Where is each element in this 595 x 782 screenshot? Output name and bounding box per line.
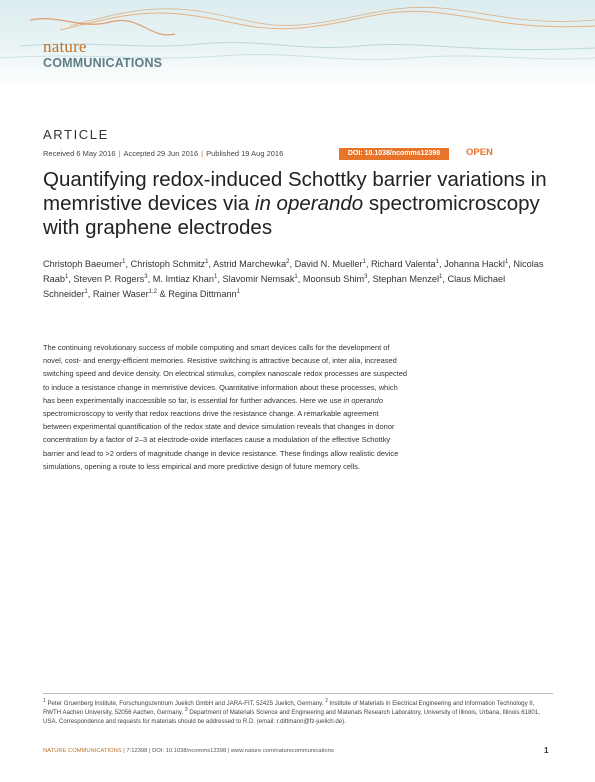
abstract bbox=[43, 341, 408, 473]
author-affiliation-marker: 1 bbox=[236, 288, 241, 295]
doi-badge[interactable]: DOI: 10.1038/ncomms12398 bbox=[339, 148, 449, 160]
published-date: Published 19 Aug 2016 bbox=[206, 149, 284, 158]
author-separator: , bbox=[508, 259, 514, 269]
logo-communications-text: COMMUNICATIONS bbox=[43, 56, 163, 70]
author-name[interactable]: Nicolas Raab bbox=[43, 259, 544, 284]
affiliation-marker: 2 bbox=[325, 697, 328, 704]
page-number: 1 bbox=[544, 746, 549, 755]
date-separator: | bbox=[201, 149, 204, 158]
abstract-text: The continuing revolutionary success of mobile computing and smart devices calls for the development of novel, cost- and energy-efficient memories. Resistive switching is attractive because of, inter alia, increased switching speed and device density. On electrical stimulus, complex nanoscale redox processes are suspected to induce a resistance change in memristive devices. Quantitative information about these processes, which has been experimentally inaccessible so far, is essential for further advances. Here we use bbox=[43, 343, 408, 405]
author-affiliation-marker: 1 bbox=[64, 273, 69, 280]
author-affiliation-marker: 1 bbox=[435, 258, 439, 265]
article-type-label: ARTICLE bbox=[43, 127, 109, 142]
author-separator: , bbox=[297, 274, 303, 284]
author-name[interactable]: Christoph Baeumer bbox=[43, 259, 123, 269]
abstract-italic-text: in operando bbox=[343, 395, 383, 405]
author-affiliation-marker: 2 bbox=[286, 258, 290, 265]
author-separator: , bbox=[442, 274, 448, 284]
author-separator: , bbox=[289, 259, 295, 269]
footer-journal-name: NATURE COMMUNICATIONS bbox=[43, 748, 122, 754]
open-access-badge: OPEN bbox=[466, 147, 493, 158]
title-text: Quantifying redox-induced Schottky barrier variations in memristive devices via bbox=[43, 168, 547, 215]
author-separator: , bbox=[438, 259, 445, 269]
author-separator: , bbox=[87, 289, 93, 299]
logo-nature-text: nature bbox=[43, 37, 87, 56]
author-name[interactable]: Moonsub Shim bbox=[302, 274, 365, 284]
journal-header-band bbox=[0, 0, 595, 88]
author-affiliation-marker: 1 bbox=[205, 258, 209, 265]
author-separator: , bbox=[365, 259, 371, 269]
author-name[interactable]: Stephan Menzel bbox=[372, 274, 440, 284]
author-affiliation-marker: 1 bbox=[213, 273, 218, 280]
affiliation-text: Department of Materials Science and Engineering and Materials Research Laboratory, University of Illinois, Urbana, Illinois 61801, USA. Correspondence and requests for materials should be addressed to R.D. (email: r.dittmann@fz-juelich.de). bbox=[43, 709, 540, 725]
author-affiliation-marker: 1 bbox=[294, 273, 298, 280]
accepted-date: Accepted 29 Jun 2016 bbox=[123, 149, 199, 158]
author-name[interactable]: Astrid Marchewka bbox=[213, 259, 287, 269]
author-separator: , bbox=[68, 274, 74, 284]
title-italic-text: in operando bbox=[254, 192, 364, 215]
author-name[interactable]: Slavomir Nemsak bbox=[222, 274, 295, 284]
author-affiliation-marker: 3 bbox=[144, 273, 148, 280]
author-name[interactable]: Claus Michael Schneider bbox=[43, 274, 506, 299]
affiliation-text: Institute of Materials in Electrical Engineering and Information Technology II, RWTH Aachen University, 52056 Aachen, Germany. bbox=[43, 700, 535, 716]
author-name[interactable]: Steven P. Rogers bbox=[73, 274, 145, 284]
affiliations-divider bbox=[43, 693, 553, 694]
author-name[interactable]: Regina Dittmann bbox=[168, 289, 237, 299]
journal-logo[interactable] bbox=[43, 38, 162, 70]
author-name[interactable]: Rainer Waser bbox=[92, 289, 149, 299]
author-separator: , bbox=[125, 259, 131, 269]
author-affiliation-marker: 1 bbox=[504, 258, 509, 265]
article-dates bbox=[43, 149, 283, 158]
author-affiliation-marker: 1 bbox=[439, 273, 443, 280]
affiliation-marker: 3 bbox=[184, 706, 188, 713]
title-text: spectromicroscopy with graphene electrodes bbox=[43, 192, 540, 239]
author-name[interactable]: M. Imtiaz Khan bbox=[152, 274, 214, 284]
date-separator: | bbox=[118, 149, 121, 158]
article-title bbox=[43, 168, 563, 240]
affiliation-marker: 1 bbox=[43, 697, 46, 704]
author-affiliation-marker: 3 bbox=[364, 273, 368, 280]
author-affiliation-marker: 1 bbox=[362, 258, 366, 265]
received-date: Received 6 May 2016 bbox=[43, 149, 116, 158]
author-separator: , bbox=[147, 274, 153, 284]
author-affiliation-marker: 1,2 bbox=[148, 288, 157, 295]
author-name[interactable]: David N. Mueller bbox=[294, 259, 363, 269]
affiliation-text: Peter Gruenberg Institute, Forschungszentrum Juelich GmbH and JARA-FIT, 52425 Juelich, Germany. bbox=[45, 700, 326, 707]
author-list bbox=[43, 257, 553, 302]
page-footer bbox=[43, 748, 334, 754]
author-name[interactable]: Christoph Schmitz bbox=[130, 259, 206, 269]
author-separator: , bbox=[217, 274, 223, 284]
author-separator: , bbox=[367, 274, 373, 284]
author-name[interactable]: Johanna Hackl bbox=[444, 259, 505, 269]
footer-citation[interactable]: | 7:12398 | DOI: 10.1038/ncomms12398 | www.nature.com/naturecommunications bbox=[121, 748, 334, 754]
affiliations bbox=[43, 699, 553, 726]
author-affiliation-marker: 1 bbox=[122, 258, 126, 265]
author-affiliation-marker: 1 bbox=[84, 288, 88, 295]
author-name[interactable]: Richard Valenta bbox=[370, 259, 436, 269]
author-separator: & bbox=[157, 289, 169, 299]
abstract-text: spectromicroscopy to verify that redox reactions drive the resistance change. A remarkable agreement between experimental quantification of the redox state and device simulation reveals that changes in donor concentration by a factor of 2–3 at electrode-oxide interfaces cause a modulation of the effective Schottky barrier and lead to >2 orders of magnitude change in device resistance. These findings allow realistic device simulations, opening a route to less empirical and more predictive design of future memory cells. bbox=[43, 409, 399, 471]
author-separator: , bbox=[208, 259, 214, 269]
